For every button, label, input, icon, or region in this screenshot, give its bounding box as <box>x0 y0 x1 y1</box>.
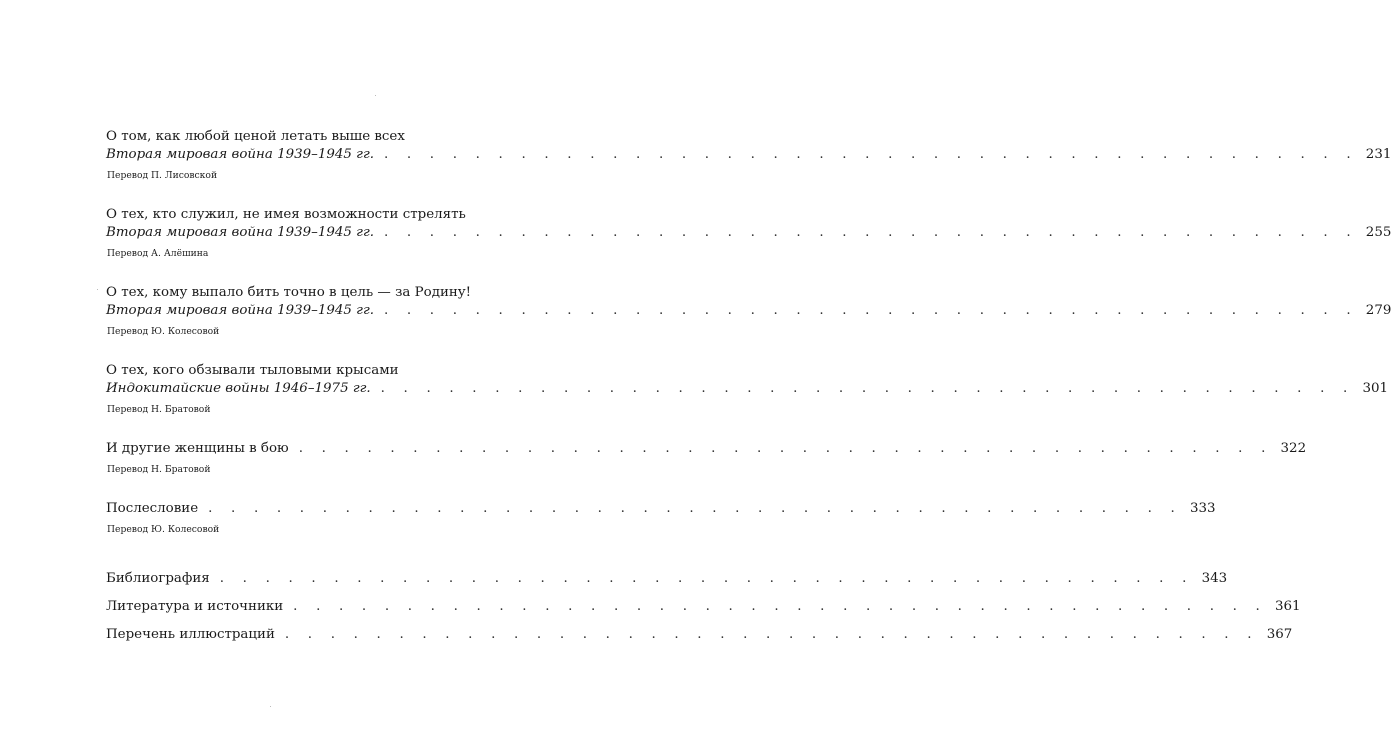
chapter-subtitle-line <box>106 224 1391 242</box>
dot-leader: . . . . . . . . . . . . . . . . . . . . . . . . . . . . . . . . . . . . . . . . . . . <box>383 225 1358 240</box>
translator-credit: Перевод Ю. Колесовой <box>107 326 220 337</box>
section-line <box>106 500 1216 518</box>
section-title: Перечень иллюстраций <box>106 627 275 642</box>
toc-entry[interactable] <box>106 206 1391 260</box>
chapter-subtitle-line <box>106 380 1389 398</box>
chapter-subtitle: Вторая мировая война 1939–1945 гг. <box>106 147 374 162</box>
section-line <box>106 440 1307 458</box>
chapter-title: О том, как любой ценой летать выше всех <box>106 129 405 144</box>
chapter-subtitle-line <box>106 146 1391 164</box>
page-number: 367 <box>1266 627 1293 642</box>
section-title: Послесловие <box>106 501 199 516</box>
toc-entry[interactable] <box>106 128 1391 182</box>
toc-entry[interactable] <box>106 284 1391 338</box>
toc-entry-bibliography[interactable] <box>106 570 1228 588</box>
chapter-subtitle: Индокитайские войны 1946–1975 гг. <box>106 381 371 396</box>
chapter-subtitle-line <box>106 302 1391 320</box>
section-line <box>106 570 1228 588</box>
page-number: 361 <box>1274 599 1301 614</box>
dot-leader: . . . . . . . . . . . . . . . . . . . . . . . . . . . . . . . . . . . . . . . . . . . <box>383 303 1358 318</box>
dot-leader: . . . . . . . . . . . . . . . . . . . . . . . . . . . . . . . . . . . . . . . . . . . <box>298 441 1273 456</box>
translator-credit: Перевод Ю. Колесовой <box>107 524 220 535</box>
page-number: 301 <box>1362 381 1389 396</box>
translator-credit: Перевод П. Лисовской <box>107 170 218 181</box>
section-line <box>106 598 1301 616</box>
section-title: И другие женщины в бою <box>106 441 289 456</box>
page-number: 279 <box>1365 303 1391 318</box>
section-line <box>106 626 1293 644</box>
page-number: 343 <box>1201 571 1228 586</box>
dot-leader: . . . . . . . . . . . . . . . . . . . . . . . . . . . . . . . . . . . . . . . . . . . <box>208 501 1182 516</box>
translator-credit: Перевод Н. Братовой <box>107 404 211 415</box>
section-title: Библиография <box>106 571 210 586</box>
scan-speck <box>97 289 98 290</box>
chapter-title: О тех, кого обзывали тыловыми крысами <box>106 363 399 378</box>
toc-entry[interactable] <box>106 440 1307 476</box>
chapter-subtitle: Вторая мировая война 1939–1945 гг. <box>106 303 374 318</box>
dot-leader: . . . . . . . . . . . . . . . . . . . . . . . . . . . . . . . . . . . . . . . . . . . <box>383 147 1358 162</box>
translator-credit: Перевод А. Алёшина <box>107 248 209 259</box>
page-number: 333 <box>1189 501 1216 516</box>
toc-entry-sources[interactable] <box>106 598 1301 616</box>
dot-leader: . . . . . . . . . . . . . . . . . . . . . . . . . . . . . . . . . . . . . . . . . . . <box>219 571 1194 586</box>
dot-leader: . . . . . . . . . . . . . . . . . . . . . . . . . . . . . . . . . . . . . . . . . . . <box>284 627 1259 642</box>
page-number: 255 <box>1365 225 1391 240</box>
translator-credit: Перевод Н. Братовой <box>107 464 211 475</box>
scan-speck <box>270 706 271 707</box>
dot-leader: . . . . . . . . . . . . . . . . . . . . . . . . . . . . . . . . . . . . . . . . . . . <box>293 599 1267 614</box>
toc-entry[interactable] <box>106 362 1389 416</box>
page-number: 231 <box>1365 147 1391 162</box>
scan-speck <box>375 95 376 96</box>
chapter-subtitle: Вторая мировая война 1939–1945 гг. <box>106 225 374 240</box>
chapter-title: О тех, кто служил, не имея возможности стрелять <box>106 207 466 222</box>
chapter-title: О тех, кому выпало бить точно в цель — за Родину! <box>106 285 472 300</box>
toc-entry-illustrations[interactable] <box>106 626 1293 644</box>
toc-entry[interactable] <box>106 500 1216 536</box>
dot-leader: . . . . . . . . . . . . . . . . . . . . . . . . . . . . . . . . . . . . . . . . . . . <box>380 381 1355 396</box>
table-of-contents <box>106 128 1391 644</box>
page-number: 322 <box>1280 441 1307 456</box>
section-title: Литература и источники <box>106 599 284 614</box>
